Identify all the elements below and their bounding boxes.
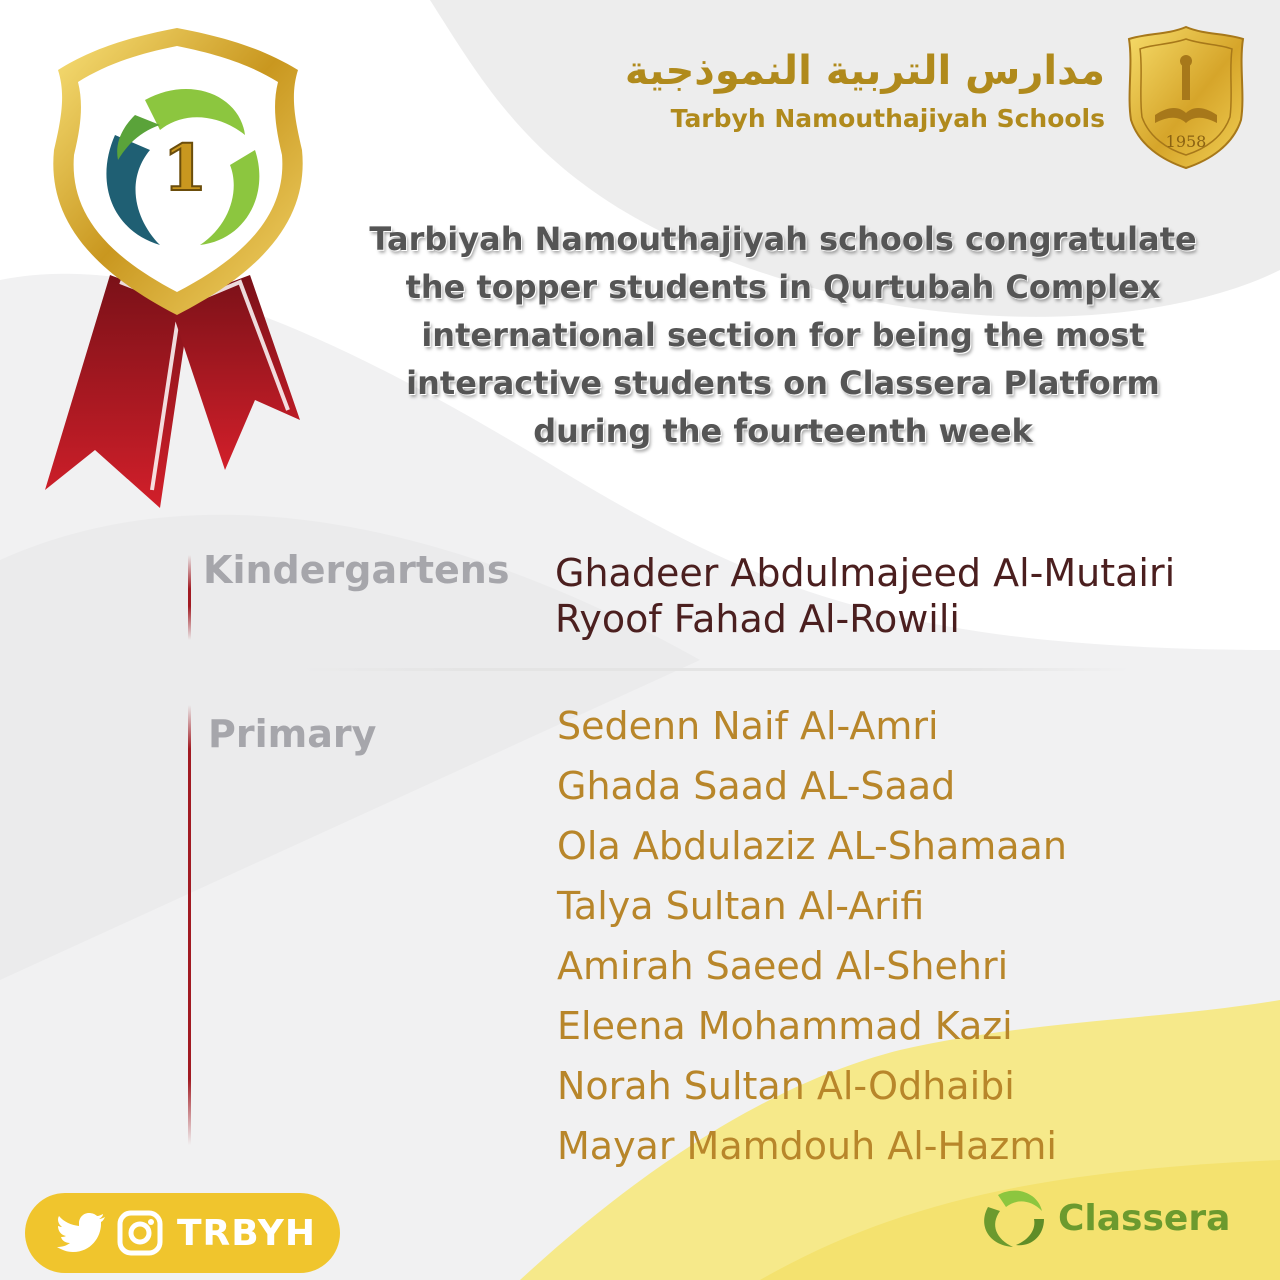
instagram-icon	[117, 1210, 163, 1256]
student-name: Talya Sultan Al-Arifi	[557, 884, 925, 928]
classera-logo	[978, 1183, 1230, 1253]
student-name: Norah Sultan Al-Odhaibi	[557, 1064, 1015, 1108]
headline-line: the topper students in Qurtubah Complex	[405, 268, 1161, 306]
kindergartens-name-list	[555, 550, 1175, 642]
student-name: Mayar Mamdouh Al-Hazmi	[557, 1124, 1057, 1168]
kindergartens-label: Kindergartens	[203, 548, 510, 592]
rank-number: 1	[162, 131, 208, 206]
headline-line: interactive students on Classera Platform	[406, 364, 1160, 402]
student-name: Ryoof Fahad Al-Rowili	[555, 597, 960, 641]
school-crest-icon	[1125, 25, 1247, 170]
social-handle-pill	[25, 1193, 340, 1273]
rank-badge-icon	[40, 20, 315, 515]
headline	[318, 215, 1248, 455]
student-name: Eleena Mohammad Kazi	[557, 1004, 1013, 1048]
social-handle: TRBYH	[177, 1212, 316, 1254]
school-name-english: Tarbyh Namouthajiyah Schools	[670, 104, 1105, 133]
section-separator	[300, 668, 1130, 671]
headline-line: Tarbiyah Namouthajiyah schools congratulate	[369, 220, 1197, 258]
primary-name-list	[557, 696, 1067, 1176]
classera-swirl-icon	[978, 1187, 1048, 1249]
student-name: Amirah Saeed Al-Shehri	[557, 944, 1009, 988]
section-divider-line	[188, 705, 191, 1145]
section-divider-line	[188, 555, 191, 640]
student-name: Ghadeer Abdulmajeed Al-Mutairi	[555, 551, 1176, 595]
headline-line: international section for being the most	[421, 316, 1145, 354]
twitter-icon	[57, 1212, 107, 1254]
student-name: Ghada Saad AL-Saad	[557, 764, 956, 808]
student-name: Ola Abdulaziz AL-Shamaan	[557, 824, 1067, 868]
student-name: Sedenn Naif Al-Amri	[557, 704, 939, 748]
headline-line: during the fourteenth week	[533, 412, 1033, 450]
primary-label: Primary	[208, 712, 377, 756]
school-name-arabic: مدارس التربية النموذجية	[624, 48, 1105, 94]
crest-year: 1958	[1165, 132, 1207, 151]
classera-wordmark: Classera	[1058, 1197, 1231, 1239]
